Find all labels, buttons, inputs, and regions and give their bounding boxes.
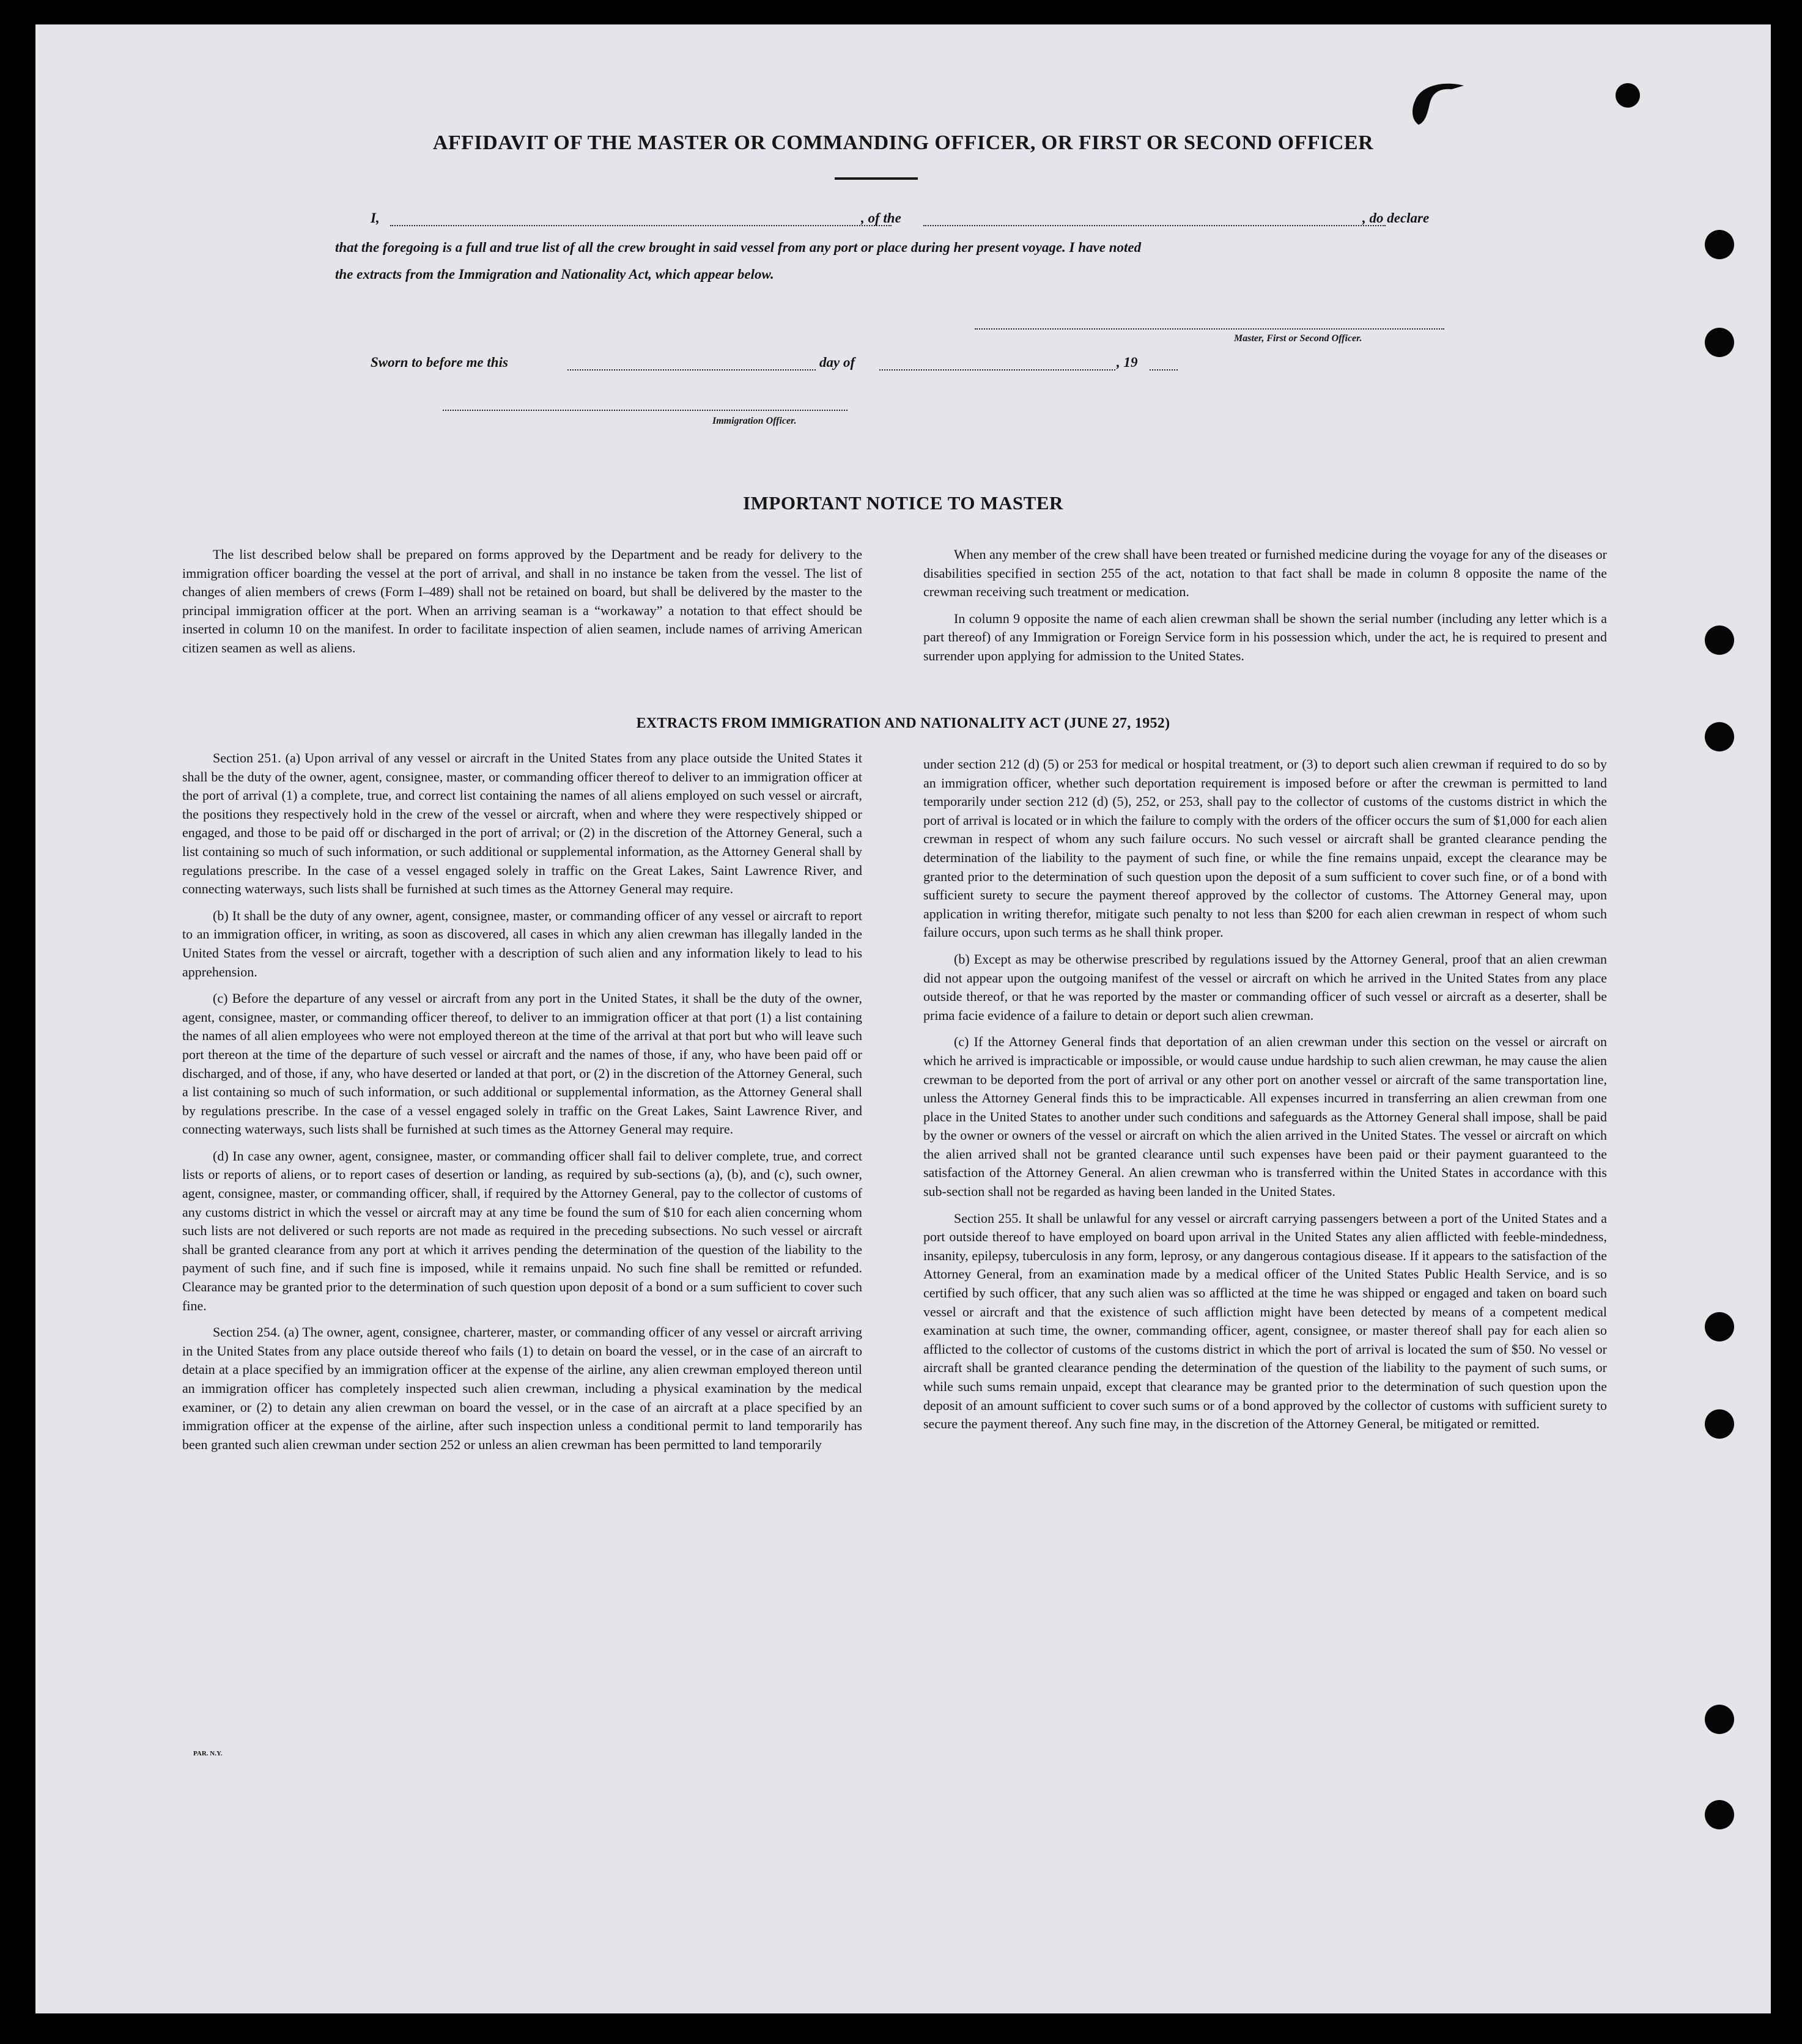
declaration-line-2: the extracts from the Immigration and Nationality Act, which appear below.: [335, 267, 774, 282]
declaration-line-1: that the foregoing is a full and true list of all the crew brought in said vessel from any port or place during her present voyage. I have noted: [335, 240, 1142, 255]
sworn-month-field[interactable]: [879, 369, 1115, 371]
document-page: [35, 24, 1771, 2013]
immigration-officer-caption: Immigration Officer.: [712, 416, 797, 426]
section-paragraph: Section 254. (a) The owner, agent, consignee, charterer, master, or commanding officer of any vessel or aircraft arriving in the United States from any place outside thereof who fails (1) to detain on board the vessel, or in the case of an aircraft to detain at a place specified by an immigration officer at the expense of the airline, any alien crewman employed thereon until an immigration officer has completely inspected such alien crewman, including a physical examination by the medical examiner, or (2) to detain any alien crewman on board the vessel, or in the case of an aircraft at a place specified by an immigration officer at the expense of the airline, after such inspection unless a conditional permit to land temporarily has been granted such alien crewman under section 252 or unless an alien crewman has been permitted to land temporarily: [182, 1324, 862, 1452]
year-label: , 19: [1117, 355, 1138, 370]
notice-title: IMPORTANT NOTICE TO MASTER: [743, 492, 1063, 514]
section-paragraph: (b) It shall be the duty of any owner, agent, consignee, master, or commanding officer of any vessel or aircraft to report to an immigration officer, in writing, as soon as discovered, all cases in which any alien crewman has illegally landed in the United States from the vessel or aircraft, together with a description of such alien and any information likely to lead to his apprehension.: [182, 907, 862, 980]
sworn-year-field[interactable]: [1150, 369, 1178, 371]
punch-hole: [1705, 1705, 1734, 1734]
name-field[interactable]: [390, 225, 892, 226]
punch-hole: [1705, 1800, 1734, 1829]
punch-hole: [1705, 328, 1734, 357]
do-declare-label: , do declare: [1362, 210, 1430, 226]
of-the-label: , of the: [861, 210, 901, 226]
section-paragraph: (b) Except as may be otherwise prescribed by regulations issued by the Attorney General, proof that an alien crewman did not appear upon the outgoing manifest of the vessel or aircraft on which he arrived in the United States from any place outside thereof, or that he was reported by the master or commanding officer of such vessel or aircraft as a deserter, shall be prima facie evidence of a failure to detain or deport such alien crewman.: [923, 951, 1607, 1023]
paper-clip-mark: [1409, 79, 1465, 128]
extracts-title: EXTRACTS FROM IMMIGRATION AND NATIONALITY ACT (JUNE 27, 1952): [636, 715, 1170, 731]
master-signature-line[interactable]: [975, 328, 1444, 330]
vessel-field[interactable]: [923, 225, 1386, 226]
notice-paragraph: In column 9 opposite the name of each alien crewman shall be shown the serial number (including any letter which is a part thereof) of any Immigration or Foreign Service form in his possession which, under the act, he is required to present and surrender upon applying for admission to the United States.: [923, 610, 1607, 663]
section-paragraph: under section 212 (d) (5) or 253 for medical or hospital treatment, or (3) to deport such alien crewman if required to do so by an immigration officer, whether such deportation requirement is imposed before or after the crewman is permitted to land temporarily under section 212 (d) (5), 252, or 253, shall pay to the collector of customs of the customs district in which the port of arrival is located or in which the failure to comply with the orders of the officer occurs the sum of $1,000 for each alien crewman in respect of whom any such failure occurs. No such vessel or aircraft shall be granted clearance pending the determination of the liability to the payment of such fine, or while the fine remains unpaid, except the clearance may be granted prior to the determination of such question upon the deposit of a sum sufficient to cover such fine, or of a bond with sufficient surety to secure the payment thereof approved by the collector of customs. The Attorney General may, upon application in writing therefor, mitigate such penalty to not less than $200 for each alien crewman in respect of whom such failure occurs, upon such terms as he shall think proper.: [923, 756, 1607, 940]
immigration-officer-signature-line[interactable]: [443, 410, 847, 411]
section-paragraph: (c) Before the departure of any vessel or aircraft from any port in the United States, it shall be the duty of the owner, agent, consignee, master, or commanding officer thereof, to deliver to an immigration officer at that port (1) a list containing the names of all alien employees who were not employed thereon at the time of the arrival at that port but who will leave such port thereon at the time of the departure of such vessel or aircraft and the names of those, if any, who have been paid off or discharged, and of those, if any, who have deserted or landed at that port, or (2) in the discretion of the Attorney General, such a list containing so much of such information, or such additional or supplemental information, as the Attorney General shall by regulations prescribe. In the case of a vessel engaged solely in traffic on the Great Lakes, Saint Lawrence River, and connecting waterways, such lists shall be furnished at such times as the Attorney General may require.: [182, 991, 862, 1137]
notice-paragraph: The list described below shall be prepared on forms approved by the Department and be ready for delivery to the immigration officer boarding the vessel at the port of arrival, and shall in no instance be taken from the vessel. The list of changes of alien members of crews (Form I–489) shall not be retained on board, but shall be delivered by the master to the principal immigration officer at the port. When an arriving seaman is a “workaway” a notation to that effect should be inserted in column 10 on the manifest. In order to facilitate inspection of alien seamen, include names of arriving American citizen seamen as well as aliens.: [182, 547, 862, 655]
notice-left-column: [182, 545, 862, 658]
sworn-label: Sworn to before me this: [371, 355, 508, 370]
printer-mark: PAR. N.Y.: [193, 1750, 223, 1757]
sworn-day-field[interactable]: [567, 369, 816, 371]
punch-hole: [1616, 83, 1640, 108]
day-of-label: day of: [819, 355, 855, 370]
affidavit-title: AFFIDAVIT OF THE MASTER OR COMMANDING OFFICER, OR FIRST OR SECOND OFFICER: [432, 131, 1374, 154]
extracts-right-column: [923, 755, 1607, 1434]
notice-right-column: [923, 545, 1607, 666]
master-caption: Master, First or Second Officer.: [1234, 333, 1362, 344]
title-rule: [835, 177, 918, 180]
section-paragraph: Section 255. It shall be unlawful for any vessel or aircraft carrying passengers between a port of the United States and a port outside thereof to have employed on board upon arrival in the United States any alien afflicted with feeble-mindedness, insanity, epilepsy, tuberculosis in any form, leprosy, or any dangerous contagious disease. If it appears to the satisfaction of the Attorney General, from an examination made by a medical officer of the United States Public Health Service, and is so certified by such officer, that any such alien was so afflicted at the time he was shipped or engaged and taken on board such vessel or aircraft and that the existence of such affliction might have been detected by means of a competent medical examination at such time, the owner, commanding officer, agent, consignee, or master thereof shall pay for each alien so afflicted to the collector of customs of the customs district in which the port of arrival is located the sum of $50. No vessel or aircraft shall be granted clearance pending the determination of the question of the liability to the payment of such sums, or while such sums remain unpaid, except that clearance may be granted prior to the determination of such question upon the deposit of an amount sufficient to cover such sums or of a bond approved by the collector of customs with sufficient surety to secure the payment thereof. Any such fine may, in the discretion of the Attorney General, be mitigated or remitted.: [923, 1210, 1607, 1432]
extracts-left-column: [182, 749, 862, 1454]
punch-hole: [1705, 1312, 1734, 1341]
punch-hole: [1705, 230, 1734, 259]
i-label: I,: [371, 210, 380, 226]
punch-hole: [1705, 625, 1734, 655]
punch-hole: [1705, 1409, 1734, 1439]
section-paragraph: (d) In case any owner, agent, consignee, master, or commanding officer shall fail to deliver complete, true, and correct lists or reports of aliens, or to report cases of desertion or landing, as required by sub-sections (a), (b), and (c), such owner, agent, consignee, master, or commanding officer, shall, if required by the Attorney General, pay to the collector of customs of any customs district in which the vessel or aircraft may at any time be found the sum of $10 for each alien concerning whom such lists are not delivered or such reports are not made as required in the preceding subsections. No such vessel or aircraft shall be granted clearance from any port at which it arrives pending the determination of the question of the liability to the payment of such fine, and if such fine is imposed, while it remains unpaid. No such fine shall be remitted or refunded. Clearance may be granted prior to the determination of such question upon deposit of a bond or a sum sufficient to cover such fine.: [182, 1148, 862, 1313]
section-paragraph: (c) If the Attorney General finds that deportation of an alien crewman under this section on the vessel or aircraft on which he arrived is impracticable or impossible, or would cause undue hardship to such alien crewman, he may cause the alien crewman to be deported from the port of arrival or any other port on another vessel or aircraft of the same transportation line, unless the Attorney General finds this to be impracticable. All expenses incurred in transferring an alien crewman from one place in the United States to another under such conditions and safeguards as the Attorney General shall impose, shall be paid by the owner or owners of the vessel or aircraft on which the alien arrived in the United States. The vessel or aircraft on which the alien arrived shall not be granted clearance until such expenses have been paid or their payment guaranteed to the satisfaction of the Attorney General. An alien crewman who is transferred within the United States in accordance with this sub-section shall not be regarded as having been landed in the United States.: [923, 1034, 1607, 1200]
section-paragraph: Section 251. (a) Upon arrival of any vessel or aircraft in the United States from any place outside the United States it shall be the duty of the owner, agent, consignee, master, or commanding officer thereof to deliver to an immigration officer at the port of arrival (1) a complete, true, and correct list containing the names of all aliens employed on such vessel or aircraft, the positions they respectively hold in the crew of the vessel or aircraft, when and where they were respectively shipped or engaged, and those to be paid off or discharged in the port of arrival; or (2) in the discretion of the Attorney General, such a list containing so much of such information, or such additional or supplemental information, as the Attorney General shall by regulations prescribe. In the case of a vessel engaged solely in traffic on the Great Lakes, Saint Lawrence River, and connecting waterways, such lists shall be furnished at such times as the Attorney General may require.: [182, 750, 862, 897]
notice-paragraph: When any member of the crew shall have been treated or furnished medicine during the voyage for any of the diseases or disabilities specified in section 255 of the act, notation to that fact shall be made in column 8 opposite the name of the crewman receiving such treatment or medication.: [923, 547, 1607, 600]
